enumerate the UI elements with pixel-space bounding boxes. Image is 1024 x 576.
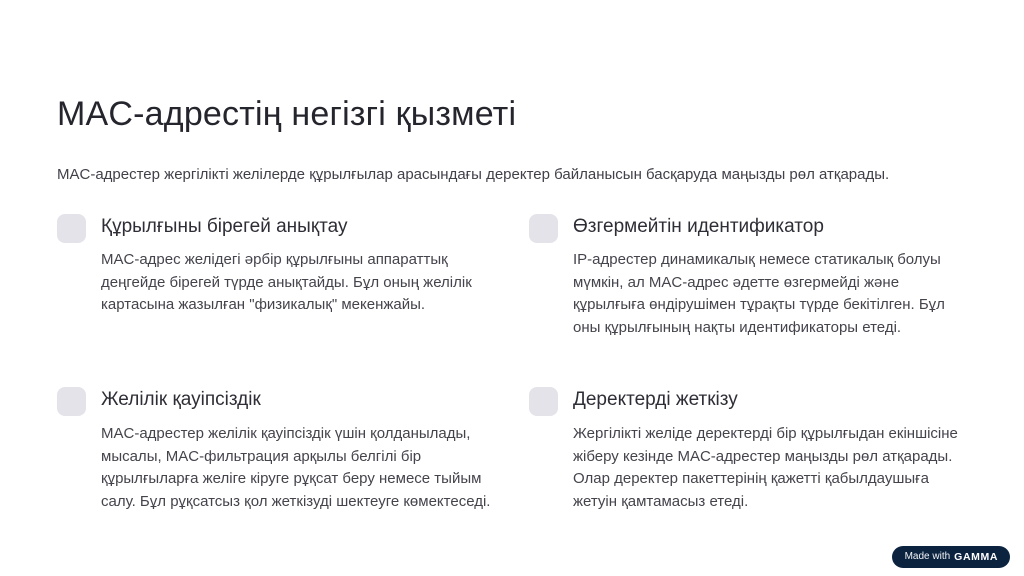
placeholder-icon <box>57 387 86 416</box>
slide-subtitle: MAC-адрестер жергілікті желілерде құрылғылар арасындағы деректер байланысын басқаруда маңызды рөл атқарады. <box>57 165 890 183</box>
made-with-gamma-badge[interactable] <box>892 546 1010 569</box>
section-card-data-delivery <box>529 385 967 513</box>
section-body: MAC-адрестер желілік қауіпсіздік үшін қолданылады, мысалы, MAC-фильтрация арқылы белгілі бір құрылғыларға желіге кіруге рұқсат беру немесе тыйым салу. Бұл рұқсатсыз қол жеткізуді шектеуге көмектеседі. <box>101 425 491 510</box>
section-content <box>101 385 495 513</box>
badge-prefix-label: Made with <box>904 550 951 562</box>
placeholder-icon <box>57 214 86 243</box>
section-card-immutable-identifier <box>529 212 967 340</box>
section-content <box>573 385 967 513</box>
sections-grid <box>57 212 967 514</box>
gamma-logo: GAMMA <box>954 550 998 563</box>
section-heading: Құрылғыны бірегей анықтау <box>101 215 348 237</box>
page-title: MAC-адрестің негізгі қызметі <box>57 95 517 133</box>
section-body: MAC-адрес желідегі әрбір құрылғыны аппараттық деңгейде бірегей түрде анықтайды. Бұл оның желілік картасына жазылған "физикалық" мекенжайы. <box>101 251 472 314</box>
section-heading: Деректерді жеткізу <box>573 389 738 411</box>
section-body: Жергілікті желіде деректерді бір құрылғыдан екіншісіне жіберу кезінде MAC-адрестер маңызды рөл атқарады. Олар деректер пакеттерінің қажетті қабылдаушыға жетуін қамтамасыз етеді. <box>573 425 958 510</box>
section-content <box>101 212 495 317</box>
placeholder-icon <box>529 214 558 243</box>
section-heading: Өзгермейтін идентификатор <box>573 215 824 237</box>
placeholder-icon <box>529 387 558 416</box>
section-card-network-security <box>57 385 495 513</box>
section-heading: Желілік қауіпсіздік <box>101 389 261 411</box>
section-body: IP-адрестер динамикалық немесе статикалық болуы мүмкін, ал MAC-адрес әдетте өзгермейді және құрылғыға өндірушімен тұрақты түрде бекітілген. Бұл оны құрылғының нақты идентификаторы етеді. <box>573 251 945 336</box>
section-content <box>573 212 967 340</box>
section-card-unique-identification <box>57 212 495 340</box>
